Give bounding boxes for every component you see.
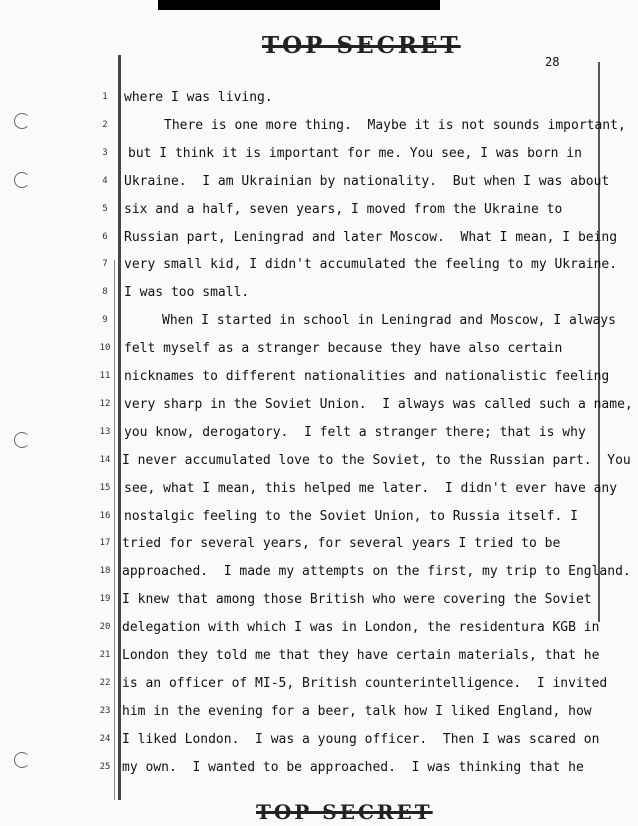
transcript-line: six and a half, seven years, I moved from the Ukraine to	[124, 201, 563, 217]
line-number: 13	[99, 426, 111, 437]
transcript-line: is an officer of MI-5, British counterintelligence. I invited	[122, 675, 608, 691]
line-number: 17	[99, 538, 111, 549]
line-number: 1	[102, 92, 108, 102]
transcript-line: him in the evening for a beer, talk how I liked England, how	[122, 703, 592, 719]
line-number: 5	[102, 203, 108, 214]
transcript-line: nicknames to different nationalities and nationalistic feeling	[124, 369, 610, 384]
transcript-line: where I was living.	[124, 90, 273, 105]
line-number: 7	[102, 259, 108, 270]
line-number: 19	[99, 594, 111, 605]
line-number: 11	[99, 371, 111, 381]
line-number: 18	[99, 566, 111, 577]
punch-hole-mark	[14, 172, 30, 188]
transcript-line: I liked London. I was a young officer. Then I was scared on	[122, 731, 600, 747]
punch-hole-mark	[14, 752, 30, 768]
left-margin-rule-secondary	[114, 260, 115, 800]
line-number: 2	[102, 119, 108, 130]
transcript-line: nostalgic feeling to the Soviet Union, to Russia itself. I	[124, 508, 578, 524]
line-number: 24	[99, 733, 111, 744]
line-number: 8	[102, 287, 108, 298]
line-number: 12	[99, 398, 111, 409]
page-number: 28	[545, 55, 560, 69]
right-margin-rule	[598, 62, 600, 622]
transcript-line: my own. I wanted to be approached. I was thinking that he	[122, 759, 584, 775]
transcript-line: I was too small.	[124, 285, 250, 301]
transcript-line: I knew that among those British who were covering the Soviet	[122, 592, 592, 608]
line-number: 3	[102, 147, 108, 158]
line-number: 14	[99, 454, 111, 465]
transcript-line: tried for several years, for several years I tried to be	[122, 536, 561, 552]
top-secret-stamp: TOP SECRET	[262, 32, 461, 59]
transcript-line: see, what I mean, this helped me later. I didn't ever have any	[124, 480, 618, 496]
transcript-line: There is one more thing. Maybe it is not sounds important,	[164, 117, 626, 133]
transcript-line: approached. I made my attempts on the first, my trip to England.	[122, 564, 631, 580]
transcript-line: delegation with which I was in London, the residentura KGB in	[122, 620, 600, 636]
transcript-line: very small kid, I didn't accumulated the feeling to my Ukraine.	[124, 257, 618, 273]
transcript-line: very sharp in the Soviet Union. I always was called such a name,	[124, 396, 633, 412]
line-number: 6	[102, 231, 108, 242]
line-number: 16	[99, 510, 111, 521]
line-number: 9	[102, 315, 108, 326]
transcript-line: felt myself as a stranger because they have also certain	[124, 341, 563, 357]
line-number: 15	[99, 482, 111, 493]
punch-hole-mark	[14, 113, 30, 129]
line-number: 20	[99, 622, 111, 633]
line-number: 4	[102, 175, 108, 186]
line-number: 23	[99, 705, 111, 716]
punch-hole-mark	[14, 432, 30, 448]
transcript-line: Russian part, Leningrad and later Moscow. What I mean, I being	[124, 229, 618, 245]
transcript-line: but I think it is important for me. You see, I was born in	[128, 145, 582, 161]
bottom-secret-stamp: TOP SECRET	[256, 800, 433, 824]
line-number: 10	[99, 343, 111, 354]
line-number: 22	[99, 677, 111, 688]
left-margin-rule	[118, 55, 121, 800]
transcript-line: Ukraine. I am Ukrainian by nationality. But when I was about	[124, 173, 610, 189]
line-number: 21	[99, 650, 111, 660]
redaction-bar	[158, 0, 440, 10]
transcript-line: I never accumulated love to the Soviet, to the Russian part. You	[122, 452, 631, 468]
transcript-line: you know, derogatory. I felt a stranger there; that is why	[124, 424, 586, 440]
transcript-line: London they told me that they have certain materials, that he	[122, 648, 600, 663]
line-number: 25	[99, 761, 111, 772]
transcript-line: When I started in school in Leningrad and Moscow, I always	[162, 313, 616, 329]
